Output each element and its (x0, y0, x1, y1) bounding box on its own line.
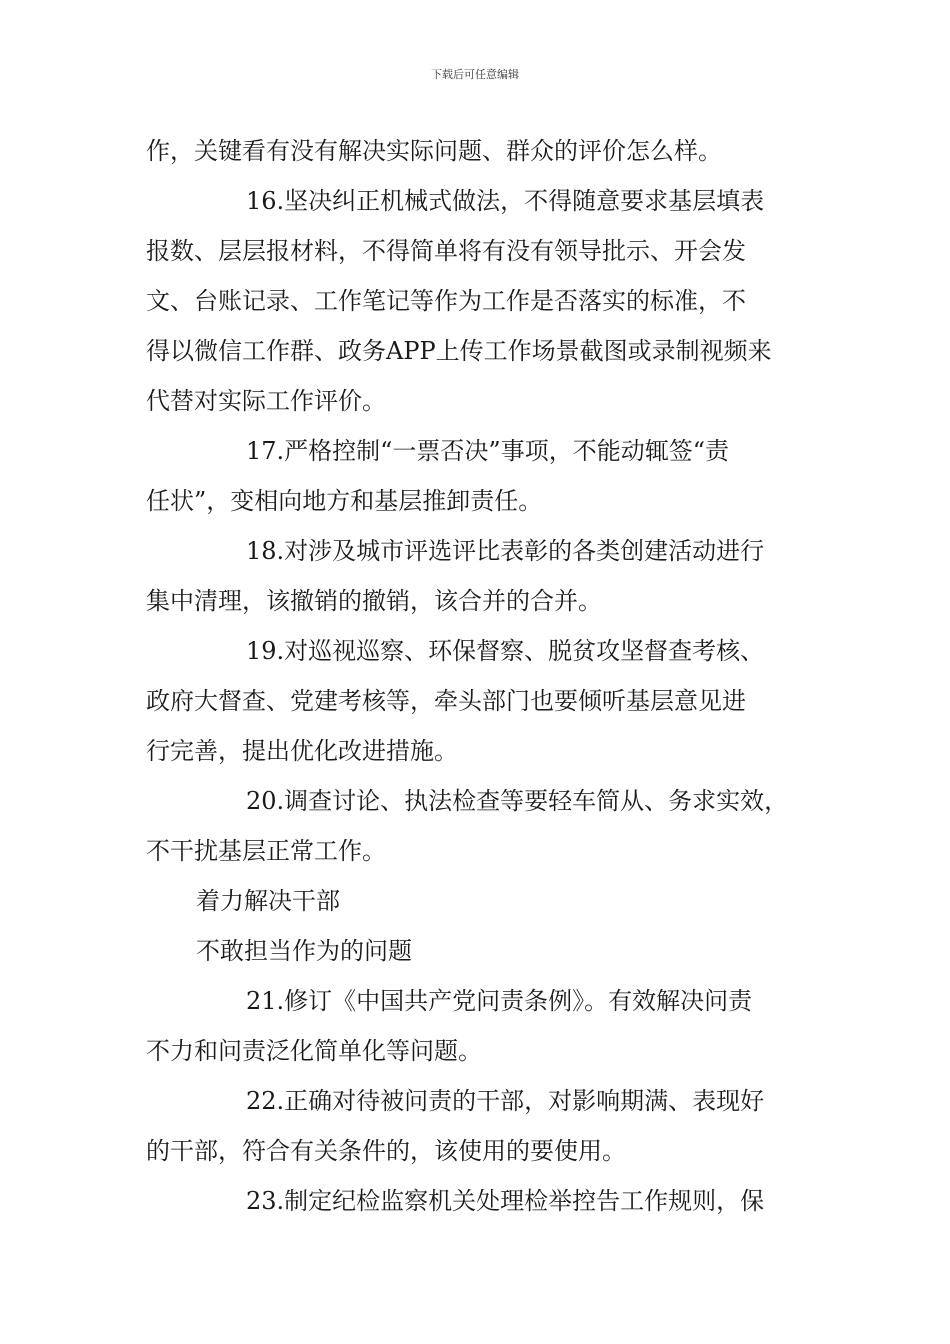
text-line: 22.正确对待被问责的干部，对影响期满、表现好 (246, 1087, 765, 1115)
text-line: 着力解决干部 (196, 887, 340, 915)
text-line: 20.调查讨论、执法检查等要轻车简从、务求实效， (246, 787, 789, 815)
text-line: 代替对实际工作评价。 (146, 387, 386, 415)
text-line: 不力和问责泛化简单化等问题。 (146, 1037, 482, 1065)
text-line: 19.对巡视巡察、环保督察、脱贫攻坚督查考核、 (246, 637, 765, 665)
text-line: 报数、层层报材料，不得简单将有没有领导批示、开会发 (146, 237, 746, 265)
text-line: 的干部，符合有关条件的，该使用的要使用。 (146, 1137, 626, 1165)
text-line: 集中清理，该撤销的撤销，该合并的合并。 (146, 587, 602, 615)
text-line: 16.坚决纠正机械式做法，不得随意要求基层填表 (246, 187, 765, 215)
text-line: 文、台账记录、工作笔记等作为工作是否落实的标准，不 (146, 287, 746, 315)
text-line: 得以微信工作群、政务APP上传工作场景截图或录制视频来 (146, 337, 772, 365)
text-line: 行完善，提出优化改进措施。 (146, 737, 458, 765)
page-header-note: 下载后可任意编辑 (431, 68, 519, 81)
text-line: 政府大督查、党建考核等，牵头部门也要倾听基层意见进 (146, 687, 746, 715)
text-line: 不敢担当作为的问题 (196, 937, 412, 965)
text-line: 18.对涉及城市评选评比表彰的各类创建活动进行 (246, 537, 765, 565)
text-line: 17.严格控制“一票否决”事项，不能动辄签“责 (246, 437, 729, 465)
text-line: 23.制定纪检监察机关处理检举控告工作规则，保 (246, 1187, 765, 1215)
text-line: 任状”，变相向地方和基层推卸责任。 (146, 487, 543, 515)
text-line: 21.修订《中国共产党问责条例》。有效解决问责 (246, 987, 753, 1015)
text-line: 作，关键看有没有解决实际问题、群众的评价怎么样。 (146, 137, 722, 165)
document-body (146, 126, 810, 1226)
text-line: 不干扰基层正常工作。 (146, 837, 386, 865)
